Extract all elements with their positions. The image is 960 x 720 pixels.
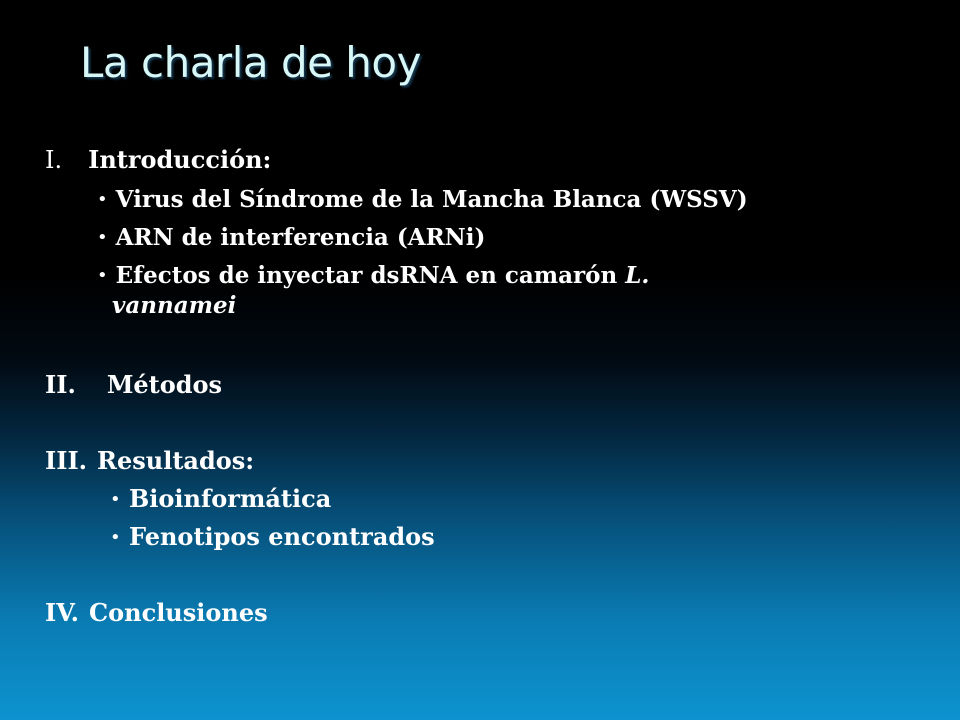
list-item-text: Virus del Síndrome de la Mancha Blanca (WSSV): [115, 186, 748, 213]
list-item-dsrna: [97, 262, 649, 289]
section-resultados: [45, 446, 254, 475]
list-item-arni: [97, 224, 485, 251]
section-label: Introducción:: [88, 145, 272, 174]
section-numeral: IV.: [45, 598, 80, 627]
section-label: Métodos: [106, 370, 223, 399]
list-item-text: Efectos de inyectar dsRNA en camarón: [115, 262, 626, 289]
bullet-icon: •: [97, 227, 108, 248]
bullet-icon: •: [97, 265, 108, 286]
list-item-text: ARN de interferencia (ARNi): [115, 224, 486, 251]
bullet-icon: •: [110, 489, 121, 510]
section-introduccion: [45, 145, 271, 174]
bullet-icon: •: [97, 189, 108, 210]
section-label: Conclusiones: [89, 598, 268, 627]
list-item-text: Bioinformática: [128, 484, 332, 513]
section-numeral: III.: [45, 446, 88, 475]
slide-title: La charla de hoy: [80, 38, 421, 87]
section-metodos: [45, 370, 222, 399]
section-numeral: II.: [45, 370, 76, 399]
section-conclusiones: [45, 598, 268, 627]
section-label: Resultados:: [97, 446, 255, 475]
list-item-dsrna-continuation: [112, 292, 236, 319]
species-name: vannamei: [112, 292, 237, 319]
list-item-text: Fenotipos encontrados: [128, 522, 435, 551]
list-item-fenotipos: [110, 522, 435, 551]
list-item-bioinformatica: [110, 484, 331, 513]
section-numeral: I.: [45, 146, 63, 174]
bullet-icon: •: [110, 527, 121, 548]
list-item-wssv: [97, 186, 748, 213]
genus-abbrev: L.: [625, 262, 650, 289]
